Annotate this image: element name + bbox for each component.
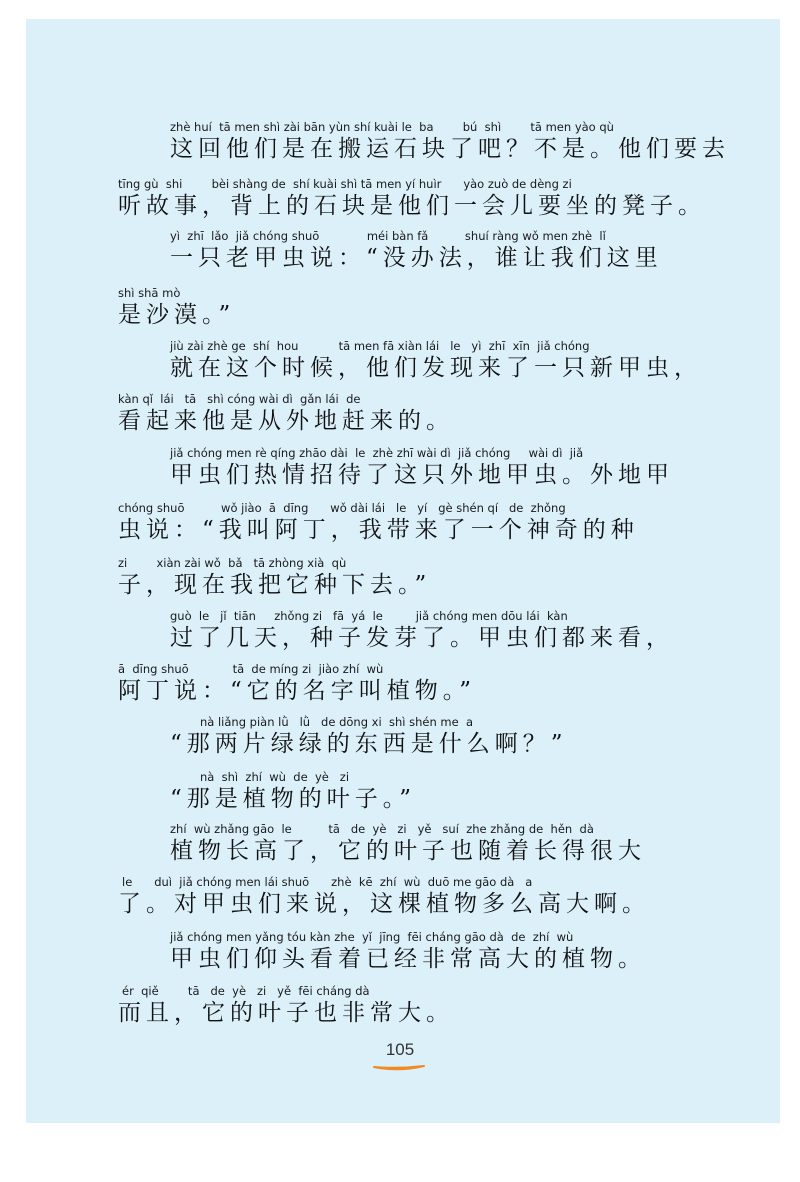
page-number-underline <box>373 1063 425 1072</box>
chinese-line: 这回他们是在搬运石块了吧？不是。他们要去 <box>170 136 730 162</box>
text-line <box>0 556 800 600</box>
pinyin-line: ér qiě tā de yè zi yě fēi cháng dà <box>122 984 370 998</box>
text-line <box>0 609 800 653</box>
text-line <box>0 875 800 919</box>
text-line <box>0 501 800 545</box>
chinese-line: 就在这个时候，他们发现来了一只新甲虫， <box>170 355 702 381</box>
pinyin-line: shì shā mò <box>118 286 181 300</box>
text-line <box>0 930 800 974</box>
chinese-line: 甲虫们热情招待了这只外地甲虫。外地甲 <box>170 462 674 488</box>
pinyin-line: chóng shuō wǒ jiào ā dīng wǒ dài lái le yí gè shén qí de zhǒng <box>118 501 566 515</box>
chinese-line: “那是植物的叶子。” <box>170 786 417 812</box>
pinyin-line: zhè huí tā men shì zài bān yùn shí kuài le ba bú shì tā men yào qù <box>170 120 614 134</box>
pinyin-line: zi xiàn zài wǒ bǎ tā zhòng xià qù <box>118 556 347 570</box>
chinese-line: 虫说：“我叫阿丁，我带来了一个神奇的种 <box>118 517 639 543</box>
pinyin-line: nà shì zhí wù de yè zi <box>200 770 350 784</box>
text-line <box>0 392 800 436</box>
pinyin-line: zhí wù zhǎng gāo le tā de yè zi yě suí zhe zhǎng de hěn dà <box>170 822 594 836</box>
pinyin-line: le duì jiǎ chóng men lái shuō zhè kē zhí wù duō me gāo dà a <box>122 875 533 889</box>
chinese-line: 看起来他是从外地赶来的。 <box>118 408 454 434</box>
text-line <box>0 286 800 330</box>
pinyin-line: jiǎ chóng men yǎng tóu kàn zhe yǐ jīng fēi cháng gāo dà de zhí wù <box>170 930 574 944</box>
chinese-line: “那两片绿绿的东西是什么啊？” <box>170 731 568 757</box>
text-line <box>0 715 800 759</box>
text-line <box>0 770 800 814</box>
chinese-line: 阿丁说：“它的名字叫植物。” <box>118 678 477 704</box>
pinyin-line: yì zhī lǎo jiǎ chóng shuō méi bàn fǎ shuí ràng wǒ men zhè lǐ <box>170 229 606 243</box>
chinese-line: 植物长高了，它的叶子也随着长得很大 <box>170 838 646 864</box>
pinyin-line: jiǎ chóng men rè qíng zhāo dài le zhè zhī wài dì jiǎ chóng wài dì jiǎ <box>170 446 584 460</box>
pinyin-line: jiù zài zhè ge shí hou tā men fā xiàn lái le yì zhī xīn jiǎ chóng <box>170 339 590 353</box>
text-line <box>0 229 800 273</box>
pinyin-line: tīng gù shi bèi shàng de shí kuài shì tā men yí huìr yào zuò de dèng zi <box>118 177 572 191</box>
pinyin-line: guò le jǐ tiān zhǒng zi fā yá le jiǎ chóng men dōu lái kàn <box>170 609 568 623</box>
pinyin-line: ā dīng shuō tā de míng zi jiào zhí wù <box>118 662 384 676</box>
chinese-line: 过了几天，种子发芽了。甲虫们都来看， <box>170 625 674 651</box>
pinyin-line: nà liǎng piàn lǜ lǜ de dōng xi shì shén me a <box>200 715 474 729</box>
chinese-line: 一只老甲虫说：“没办法，谁让我们这里 <box>170 245 663 271</box>
chinese-line: 甲虫们仰头看着已经非常高大的植物。 <box>170 946 646 972</box>
text-line <box>0 446 800 490</box>
text-line <box>0 984 800 1028</box>
text-line <box>0 339 800 383</box>
pinyin-line: kàn qǐ lái tā shì cóng wài dì gǎn lái de <box>118 392 361 406</box>
text-line <box>0 177 800 221</box>
page-number: 105 <box>385 1040 415 1059</box>
chinese-line: 听故事，背上的石块是他们一会儿要坐的凳子。 <box>118 193 706 219</box>
chinese-line: 子，现在我把它种下去。” <box>118 572 432 598</box>
chinese-line: 了。对甲虫们来说，这棵植物多么高大啊。 <box>118 891 650 917</box>
chinese-line: 而且，它的叶子也非常大。 <box>118 1000 454 1026</box>
text-line <box>0 662 800 706</box>
text-line <box>0 120 800 164</box>
chinese-line: 是沙漠。” <box>118 302 236 328</box>
text-line <box>0 822 800 866</box>
